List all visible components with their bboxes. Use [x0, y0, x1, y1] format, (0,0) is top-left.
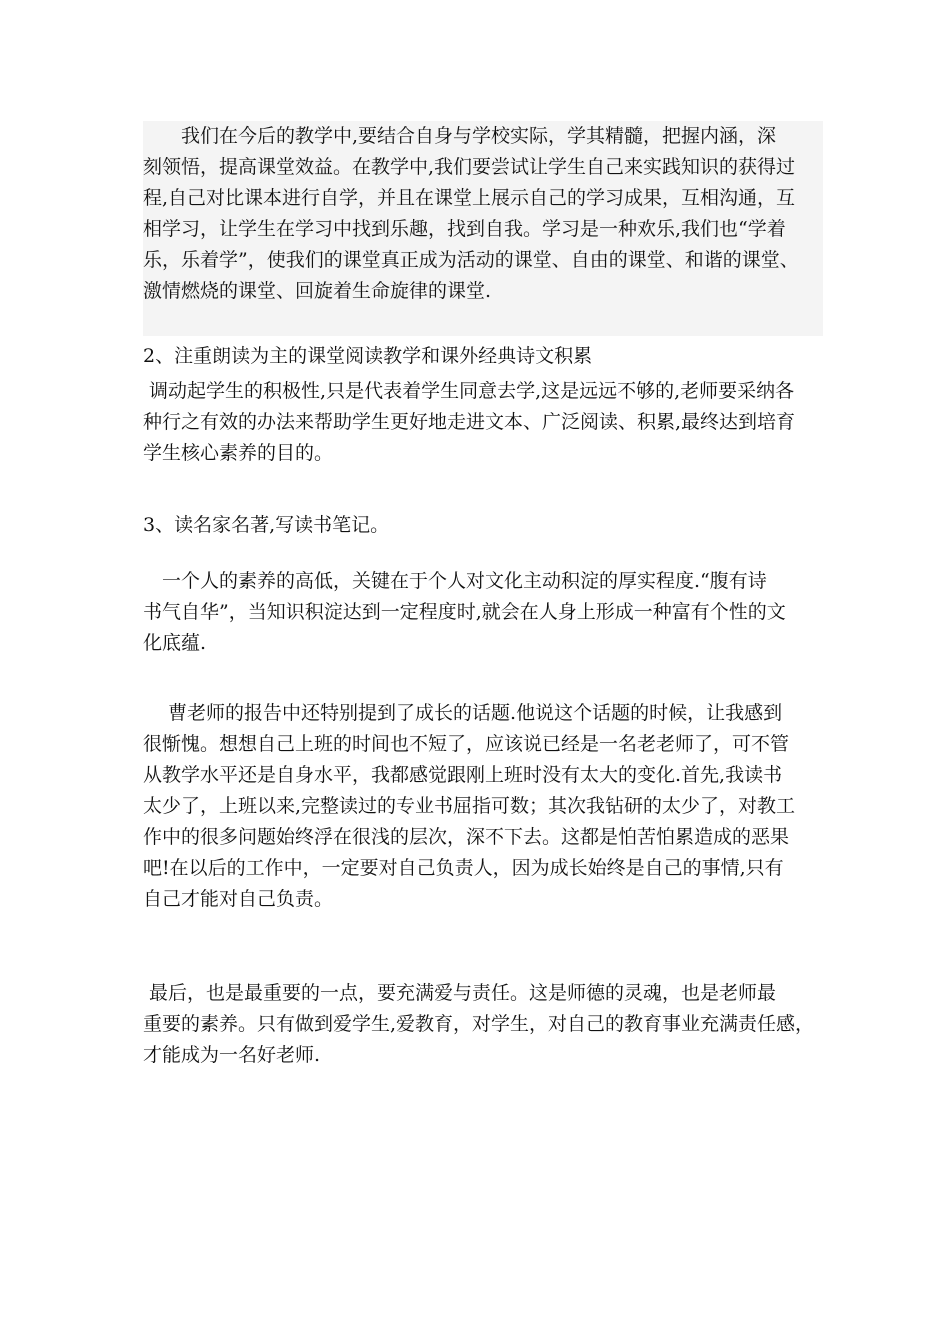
- paragraph-love-responsibility: [143, 978, 823, 1071]
- section-heading-classics: [143, 510, 823, 541]
- text-line: 学生核心素养的目的。: [143, 442, 334, 464]
- text-line: 很惭愧。想想自己上班的时间也不短了，应该说已经是一名老老师了，可不管: [143, 733, 790, 755]
- text-line: 我们在今后的教学中,要结合自身与学校实际，学其精髓，把握内涵，深: [143, 125, 777, 147]
- paragraph-teacher-growth: [143, 698, 823, 915]
- text-line: 乐，乐着学”，使我们的课堂真正成为活动的课堂、自由的课堂、和谐的课堂、: [143, 249, 799, 271]
- text-line: 调动起学生的积极性,只是代表着学生同意去学,这是远远不够的,老师要采纳各: [143, 380, 795, 402]
- text-line: 刻领悟，提高课堂效益。在教学中,我们要尝试让学生自己来实践知识的获得过: [143, 156, 796, 178]
- text-line: 书气自华”，当知识积淀达到一定程度时,就会在人身上形成一种富有个性的文: [143, 601, 786, 623]
- text-line: 重要的素养。只有做到爱学生,爱教育，对学生，对自己的教育事业充满责任感，: [143, 1013, 815, 1035]
- text-line: 吧!在以后的工作中，一定要对自己负责人，因为成长始终是自己的事情,只有: [143, 857, 784, 879]
- text-line: 自己才能对自己负责。: [143, 888, 334, 910]
- text-line: 程,自己对比课本进行自学，并且在课堂上展示自己的学习成果，互相沟通，互: [143, 187, 796, 209]
- text-line: 激情燃烧的课堂、回旋着生命旋律的课堂.: [143, 280, 492, 302]
- heading-text: 2、注重朗读为主的课堂阅读教学和课外经典诗文积累: [143, 345, 593, 367]
- text-line: 太少了，上班以来,完整读过的专业书屈指可数；其次我钻研的太少了，对教工: [143, 795, 796, 817]
- text-line: 相学习，让学生在学习中找到乐趣，找到自我。学习是一种欢乐,我们也“学着: [143, 218, 786, 240]
- text-line: 最后，也是最重要的一点，要充满爱与责任。这是师德的灵魂，也是老师最: [143, 982, 777, 1004]
- text-line: 种行之有效的办法来帮助学生更好地走进文本、广泛阅读、积累,最终达到培育: [143, 411, 796, 433]
- text-line: 曹老师的报告中还特别提到了成长的话题.他说这个话题的时候，让我感到: [143, 702, 783, 724]
- paragraph-student-motivation: [143, 376, 823, 469]
- text-line: 化底蕴.: [143, 632, 207, 654]
- paragraph-cultural-accumulation: [143, 566, 823, 659]
- section-heading-reading: [143, 341, 823, 372]
- heading-text: 3、读名家名著,写读书笔记。: [143, 514, 390, 536]
- text-line: 一个人的素养的高低，关键在于个人对文化主动积淀的厚实程度.“腹有诗: [143, 570, 767, 592]
- text-line: 从教学水平还是自身水平，我都感觉跟刚上班时没有太大的变化.首先,我读书: [143, 764, 783, 786]
- paragraph-classroom-efficiency: [143, 121, 823, 336]
- text-line: 才能成为一名好老师.: [143, 1044, 321, 1066]
- text-line: 作中的很多问题始终浮在很浅的层次，深不下去。这都是怕苦怕累造成的恶果: [143, 826, 790, 848]
